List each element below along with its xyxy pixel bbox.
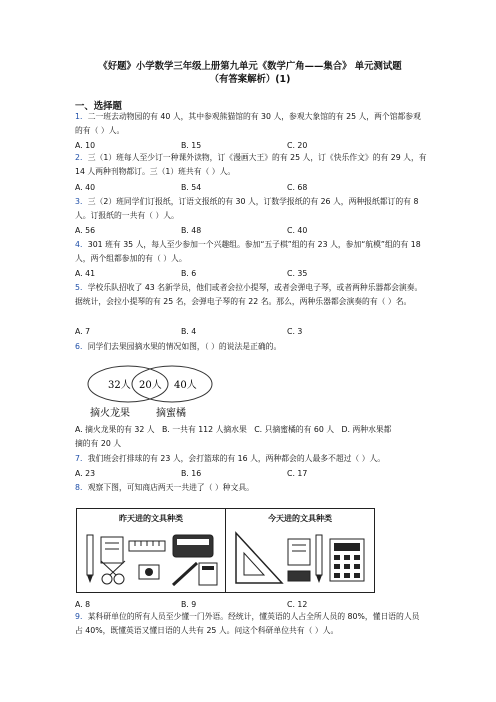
question-number: 6．: [75, 342, 88, 351]
question-number: 1．: [75, 112, 88, 121]
document-title-line2: （有答案解析）(1): [209, 74, 291, 85]
picture-caption: 昨天进的文具种类: [119, 514, 183, 523]
book-icon: [101, 537, 123, 563]
ruler-icon: [129, 541, 165, 551]
option-b: B. 4: [181, 327, 197, 336]
question-6-option-d-continued: 摘的有 20 人: [75, 439, 122, 448]
stationery-picture-today: [225, 508, 375, 593]
option-b: B. 48: [181, 226, 202, 235]
pen-icon: [173, 563, 197, 585]
question-2: [75, 151, 427, 179]
question-number: 4．: [75, 240, 88, 249]
question-8: [75, 481, 427, 495]
question-text: 学校乐队招收了 43 名新学员，他们或者会拉小提琴，或者会弹电子琴，或者两种乐器都会演奏。据统计，会拉小提琴的有 25 名，会弹电子琴的有 22 名。那么，两种乐器都会演奏的有（ ）名。: [75, 283, 423, 306]
question-text: 观察下图，可知商店两天一共进了（ ）种文具。: [87, 483, 254, 492]
question-text: 三（1）班每人至少订一种课外读物，订《漫画大王》的有 25 人，订《快乐作文》的有 29 人，有 14 人两种刊物都订。三（1）班共有（ ）人。: [75, 153, 427, 176]
eraser-icon: [288, 571, 310, 581]
pencil-icon: [316, 535, 322, 583]
question-1: [75, 110, 427, 138]
venn-label-left: 摘火龙果: [90, 408, 130, 419]
venn-label-right: 摘蜜橘: [156, 408, 186, 419]
option-a: A. 摘火龙果的有 32 人: [75, 425, 155, 434]
picture-caption: 今天进的文具种类: [268, 514, 332, 523]
question-number: 2．: [75, 153, 88, 162]
option-a: A. 7: [75, 327, 91, 336]
option-a: A. 8: [75, 600, 91, 609]
option-b: B. 一共有 112 人摘水果: [162, 425, 247, 434]
option-a: A. 56: [75, 226, 96, 235]
sharpener-icon: [139, 565, 159, 579]
section-heading: 一、选择题: [75, 101, 122, 112]
option-c: C. 68: [287, 183, 308, 192]
question-7: [75, 452, 427, 466]
question-text: 某科研单位的所有人员至少懂一门外语。经统计，懂英语的人占全所人员的 80%，懂日语的人员占 40%，既懂英语又懂日语的人共有 25 人。问这个科研单位共有（ ）人。: [75, 612, 420, 635]
option-c: C. 20: [287, 141, 308, 150]
option-c: C. 35: [287, 269, 308, 278]
question-5: [75, 281, 427, 309]
question-number: 7．: [75, 454, 88, 463]
option-c: C. 12: [287, 600, 308, 609]
option-b: B. 54: [181, 183, 202, 192]
option-b: B. 15: [181, 141, 202, 150]
option-b: B. 16: [181, 469, 202, 478]
calculator-icon: [199, 563, 217, 585]
option-b: B. 6: [181, 269, 197, 278]
question-2-options: [75, 183, 427, 195]
scissors-icon: [101, 561, 125, 584]
question-text: 同学们去果园摘水果的情况如图，（ ）的说法是正确的。: [87, 342, 282, 351]
question-7-options: [75, 469, 427, 481]
question-9: [75, 610, 427, 638]
option-a: A. 23: [75, 469, 96, 478]
question-4-options: [75, 269, 427, 281]
option-d: D. 两种水果都: [341, 425, 392, 434]
question-text: 我们班会打排球的有 23 人，会打篮球的有 16 人，两种都会的人最多不超过（ ）人。: [87, 454, 386, 463]
document-title-line1: 《好题》小学数学三年级上册第九单元《数学广角——集合》 单元测试题: [98, 61, 402, 72]
option-c: C. 3: [287, 327, 303, 336]
question-5-options: [75, 327, 427, 339]
option-a: A. 41: [75, 269, 96, 278]
option-c: C. 40: [287, 226, 308, 235]
set-square-icon: [236, 533, 282, 583]
question-4: [75, 238, 427, 266]
question-6: [75, 340, 427, 354]
venn-right-value: 40人: [174, 380, 197, 391]
question-text: 二一班去动物园的有 40 人，其中参观熊猫馆的有 30 人，参观大象馆的有 25 人，两个馆都参观的有（ ）人。: [75, 112, 421, 135]
venn-diagram: [84, 360, 224, 420]
question-3-options: [75, 226, 427, 238]
question-number: 9．: [75, 612, 88, 621]
question-text: 301 班有 35 人，每人至少参加一个兴趣组。参加“五子棋”组的有 23 人，参加“航模”组的有 18 人，两个组都参加的有（ ）人。: [75, 240, 421, 263]
stationery-picture-yesterday: [76, 508, 226, 593]
calculator-icon: [330, 539, 364, 581]
option-b: B. 9: [181, 600, 197, 609]
question-number: 8．: [75, 483, 88, 492]
option-a: A. 40: [75, 183, 96, 192]
venn-middle-value: 20人: [139, 380, 162, 391]
option-c: C. 只摘蜜橘的有 60 人: [254, 425, 335, 434]
stationery-yesterday-drawing: [77, 509, 225, 592]
question-text: 三（2）班同学们订报纸，订语文报纸的有 30 人，订数学报纸的有 26 人，两种报纸都订的有 8 人。订报纸的一共有（ ）人。: [75, 197, 419, 220]
venn-left-value: 32人: [108, 380, 131, 391]
pencil-case-icon: [173, 535, 213, 557]
question-6-options: [75, 423, 427, 436]
pencil-icon: [87, 535, 93, 583]
question-number: 5．: [75, 283, 88, 292]
option-c: C. 17: [287, 469, 308, 478]
option-a: A. 10: [75, 141, 96, 150]
question-number: 3．: [75, 197, 88, 206]
stationery-today-drawing: [226, 509, 374, 592]
book-icon: [288, 539, 310, 565]
question-3: [75, 195, 427, 223]
